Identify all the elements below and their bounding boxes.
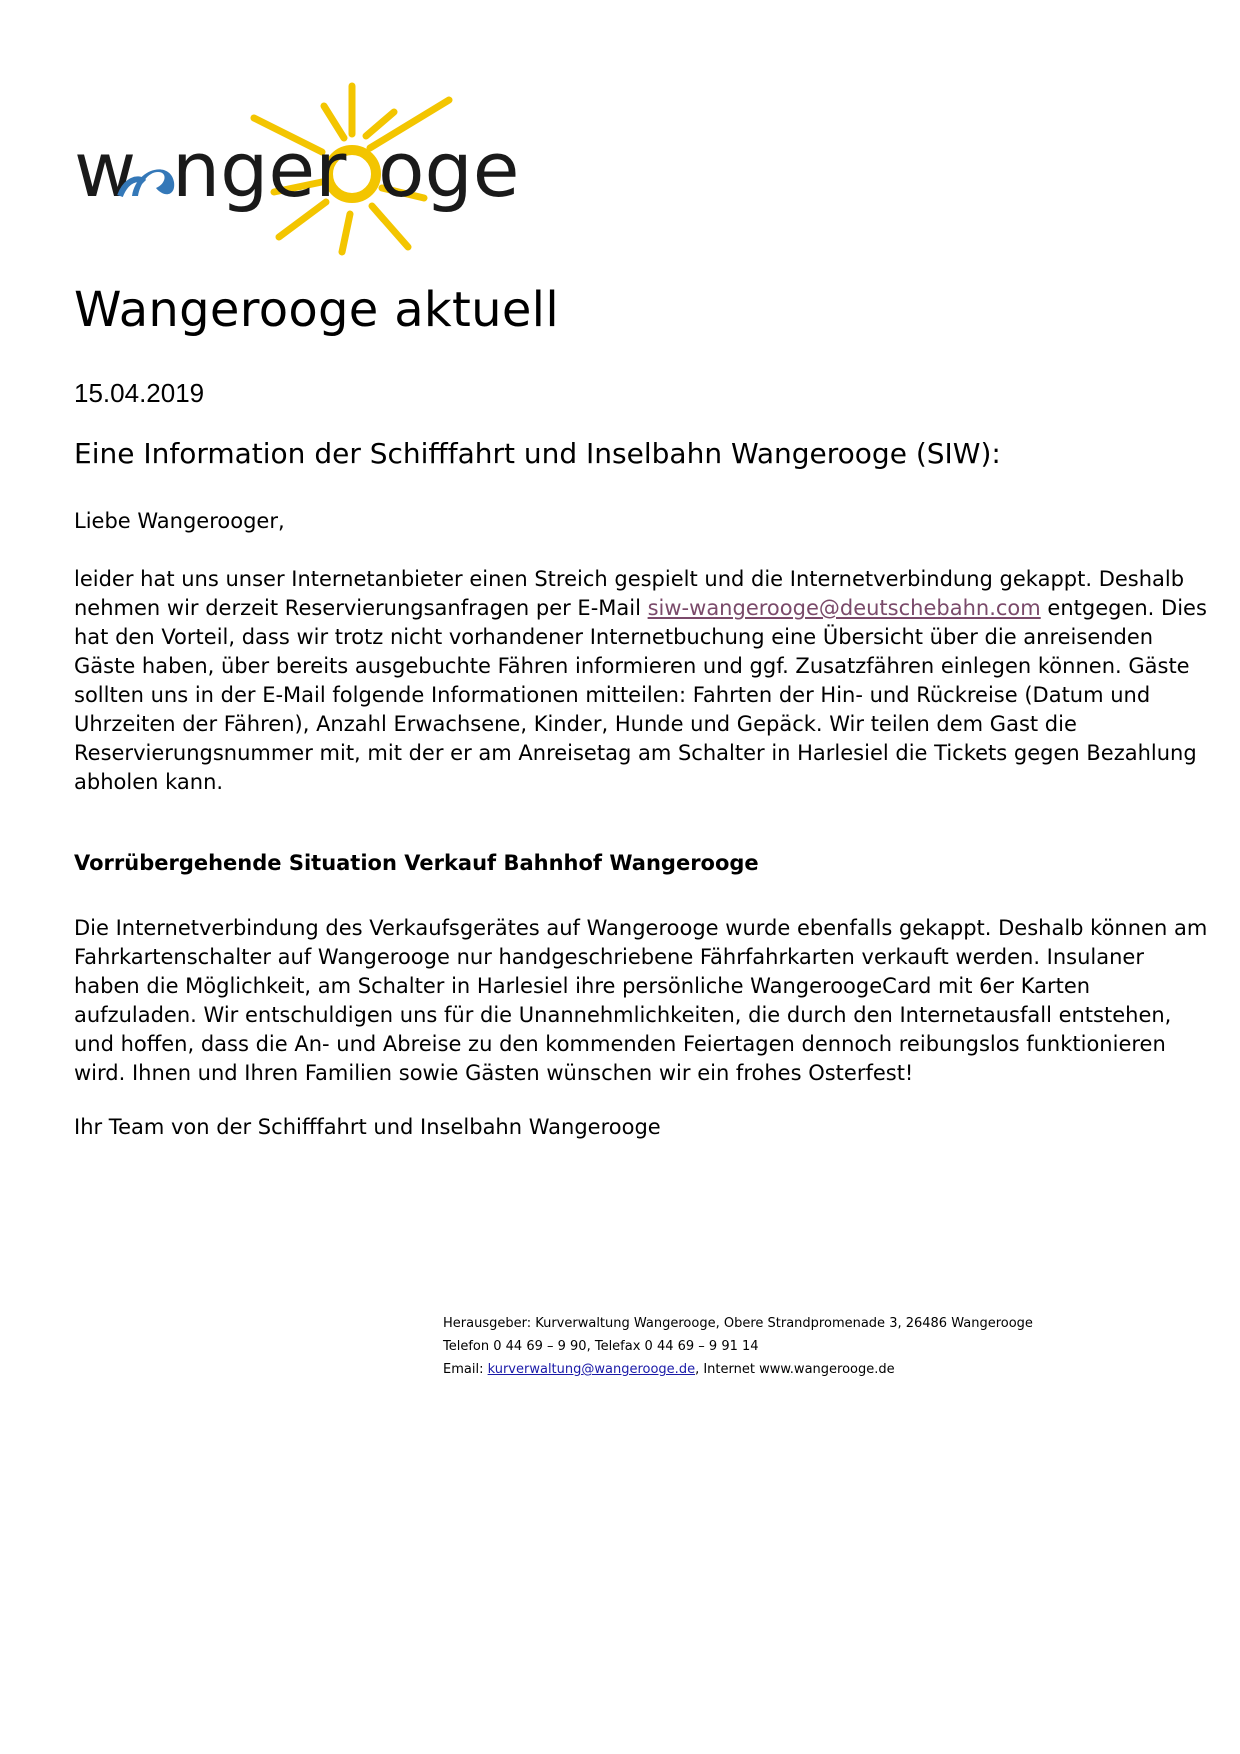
footer-imprint <box>443 1312 1143 1381</box>
paragraph-reservation-intro: leider hat uns unser Internetanbieter einen Streich gespielt und die Internetverbindung gekappt. Deshalb nehmen wir derzeit Reservierungsanfragen per E-Mail <box>74 567 1185 620</box>
footer-contact <box>443 1358 1143 1381</box>
paragraph-reservation-rest: entgegen. Dies hat den Vorteil, dass wir trotz nicht vorhandener Internetbuchung eine Übersicht über die anreisenden Gäste haben, über bereits ausgebuchte Fähren informieren und ggf. Zusatzfähren einlegen können. Gäste sollten uns in der E-Mail folgende Informationen mitteilen: Fahrten der Hin- und Rückreise (Datum und Uhrzeiten der Fähren), Anzahl Erwachsene, Kinder, Hunde und Gepäck. Wir teilen dem Gast die Reservierungsnummer mit, mit der er am Anreisetag am Schalter in Harlesiel die Tickets gegen Bezahlung abholen kann. <box>74 596 1207 794</box>
footer-email-link[interactable]: kurverwaltung@wangerooge.de <box>487 1362 696 1377</box>
greeting: Liebe Wangerooger, <box>74 509 285 533</box>
signoff: Ihr Team von der Schifffahrt und Inselbahn Wangerooge <box>74 1115 661 1139</box>
logo-text-oge: oge <box>378 125 520 214</box>
footer-phone: Telefon 0 44 69 – 9 90, Telefax 0 44 69 – 9 91 14 <box>443 1339 759 1354</box>
wangerooge-logo <box>74 72 524 262</box>
sun-wave-logo-graphic <box>74 72 524 262</box>
page-title: Wangerooge aktuell <box>74 282 559 338</box>
footer-internet: , Internet www.wangerooge.de <box>695 1362 895 1377</box>
section-heading: Vorrübergehende Situation Verkauf Bahnhof Wangerooge <box>74 851 759 875</box>
logo-text-w: w <box>74 125 137 214</box>
paragraph-station-sales: Die Internetverbindung des Verkaufsgerätes auf Wangerooge wurde ebenfalls gekappt. Deshalb können am Fahrkartenschalter auf Wangerooge nur handgeschriebene Fährfahrkarten verkauft werden. Insulaner haben die Möglichkeit, am Schalter in Harlesiel ihre persönliche WangeroogeCard mit 6er Karten aufzuladen. Wir entschuldigen uns für die Unannehmlichkeiten, die durch den Internetausfall entstehen, und hoffen, dass die An- und Abreise zu den kommenden Feiertagen dennoch reibungslos funktionieren wird. Ihnen und Ihren Familien sowie Gästen wünschen wir ein frohes Osterfest! <box>74 916 1208 1085</box>
logo-text-nger: nger <box>172 125 347 214</box>
reservation-email-link[interactable]: siw-wangerooge@deutschebahn.com <box>647 596 1041 620</box>
footer-email-label: Email: <box>443 1362 488 1377</box>
publish-date: 15.04.2019 <box>74 378 205 408</box>
subtitle: Eine Information der Schifffahrt und Inselbahn Wangerooge (SIW): <box>74 437 1001 470</box>
paragraph-reservation <box>74 565 1214 797</box>
wave-icon <box>132 169 174 196</box>
footer-publisher: Herausgeber: Kurverwaltung Wangerooge, Obere Strandpromenade 3, 26486 Wangerooge <box>443 1316 1033 1331</box>
